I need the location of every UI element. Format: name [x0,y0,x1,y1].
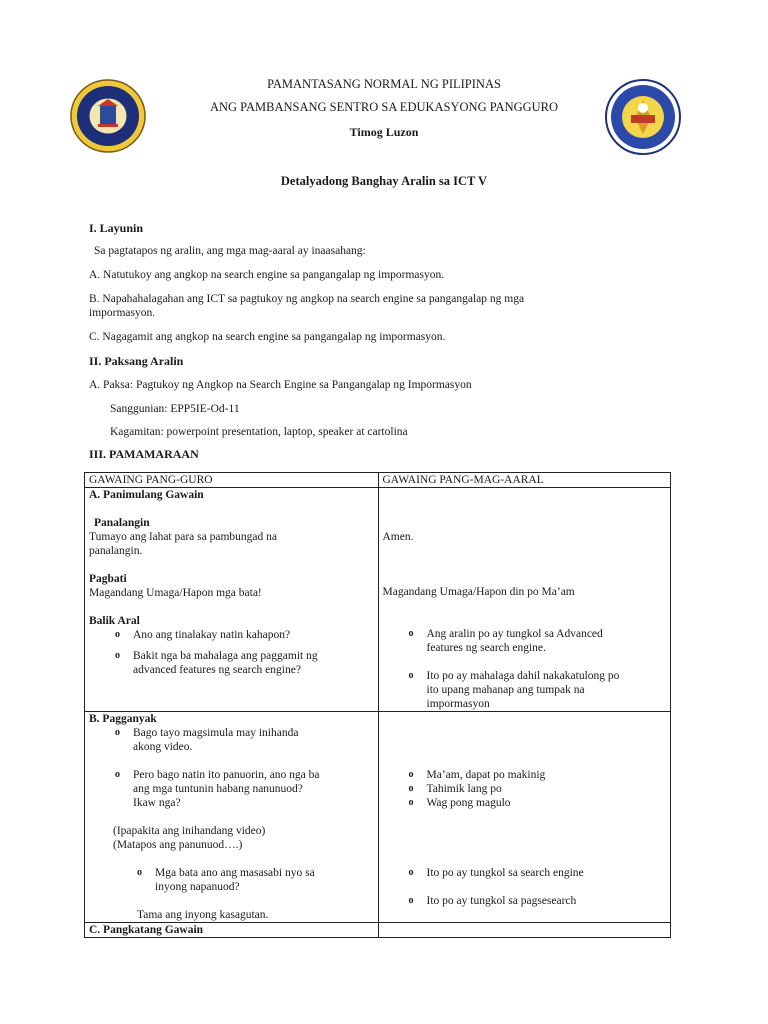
panalangin-heading: Panalangin [94,517,150,529]
layunin-c: C. Nagagamit ang angkop na search engine sa pangangalap ng impormasyon. [89,331,446,343]
teacher-cell-a [85,488,379,712]
pagganyak-response-5: o Ito po ay tungkol sa pagsesearch [383,894,667,908]
balik-aral-question-2: o Bakit nga ba mahalaga ang paggamit ng advanced features ng search engine? [89,649,374,677]
pagganyak-question-3: o Mga bata ano ang masasabi nyo sa inyong napanuod? [89,866,374,894]
university-subtitle: ANG PAMBANSANG SENTRO SA EDUKASYONG PANGGURO [209,100,559,114]
panalangin-text-line2: panalangin. [89,545,143,557]
pagganyak-question-1: o Bago tayo magsimula may inihanda akong video. [89,726,374,754]
pagganyak-response-2: o Tahimik lang po [383,782,667,796]
balik-aral-question-1: o Ano ang tinalakay natin kahapon? [89,628,374,642]
pagganyak-note-1: (Ipapakita ang inihandang video) [113,825,266,837]
paksa-kagamitan: Kagamitan: powerpoint presentation, laptop, speaker at cartolina [110,426,408,438]
student-cell-b [378,712,671,923]
layunin-b-line1: B. Napahahalagahan ang ICT sa pagtukoy ng angkop na search engine sa pangangalap ng mga [89,293,525,305]
pagganyak-question-2: o Pero bago natin ito panuorin, ano nga ba ang mga tuntunin habang nanunuod? Ikaw nga? [89,768,374,810]
table-row-panimulang-gawain [85,488,671,712]
balik-aral-heading: Balik Aral [89,615,140,627]
pagganyak-note-2: (Matapos ang panunuod….) [113,839,243,851]
layunin-intro: Sa pagtatapos ng aralin, ang mga mag-aaral ay inaasahang: [94,245,366,257]
section-layunin-heading: I. Layunin [89,221,144,235]
layunin-b-line2: impormasyon. [89,307,156,319]
pagganyak-heading: B. Pagganyak [89,713,157,725]
document-title: Detalyadong Banghay Aralin sa ICT V [280,174,488,188]
panimulang-gawain-heading: A. Panimulang Gawain [89,489,204,501]
column-header-teacher: GAWAING PANG-GURO [85,473,379,488]
paksa-sanggunian: Sanggunian: EPP5IE-Od-11 [110,403,240,415]
pagganyak-response-3: o Wag pong magulo [383,796,667,810]
panalangin-text-line1: Tumayo ang lahat para sa pambungad na [89,531,277,543]
pagganyak-response-1: o Ma’am, dapat po makinig [383,768,667,782]
table-header-row [85,473,671,488]
amen-response: Amen. [382,531,414,543]
teacher-cell-b [85,712,379,923]
balik-aral-response-2: o Ito po ay mahalaga dahil nakakatulong po ito upang mahanap ang tumpak na impormasyon [383,669,667,711]
section-paksa-heading: II. Paksang Aralin [89,354,184,368]
pangkatang-gawain-heading: C. Pangkatang Gawain [85,923,379,938]
column-header-student: GAWAING PANG-MAG-AARAL [378,473,671,488]
lesson-procedure-table [84,472,671,938]
student-cell-c [378,923,671,938]
university-name: PAMANTASANG NORMAL NG PILIPINAS [267,77,501,91]
pagbati-heading: Pagbati [89,573,127,585]
student-cell-a [378,488,671,712]
pagbati-text: Magandang Umaga/Hapon mga bata! [89,587,262,599]
pagganyak-feedback: Tama ang inyong kasagutan. [137,909,269,921]
table-row-pangkatang-gawain [85,923,671,938]
balik-aral-response-1: o Ang aralin po ay tungkol sa Advanced features ng search engine. [383,627,667,655]
paksa-topic: A. Paksa: Pagtukoy ng Angkop na Search Engine sa Pangangalap ng Impormasyon [89,379,472,391]
campus-name: Timog Luzon [349,125,419,139]
layunin-a: A. Natutukoy ang angkop na search engine sa pangangalap ng impormasyon. [89,269,445,281]
table-row-pagganyak [85,712,671,923]
section-pamamaraan-heading: III. PAMAMARAAN [89,447,199,461]
pagbati-response: Magandang Umaga/Hapon din po Ma’am [382,586,575,598]
pagganyak-response-4: o Ito po ay tungkol sa search engine [383,866,667,880]
